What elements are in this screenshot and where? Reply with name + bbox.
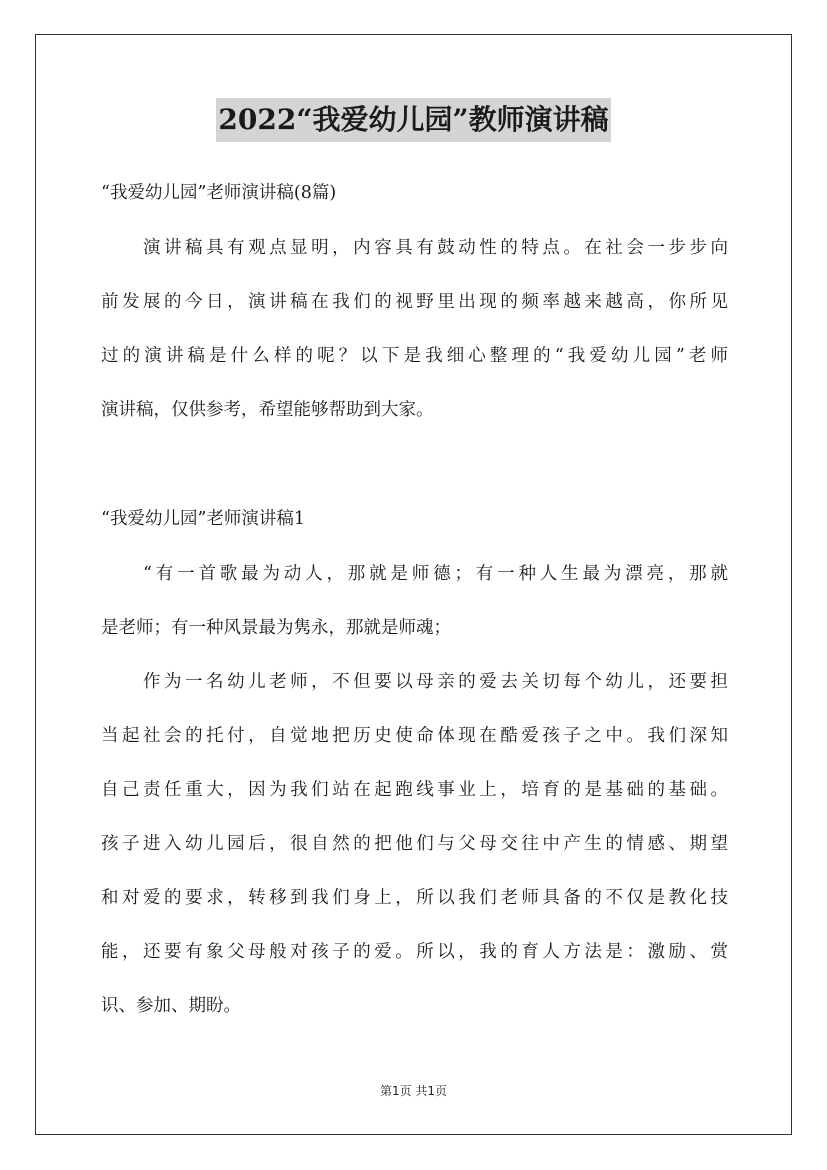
para1-line: “有一首歌最为动人，那就是师德；有一种人生最为漂亮，那就 [143,564,728,584]
intro-line: 演讲稿，仅供参考，希望能够帮助到大家。 [101,400,434,420]
document-subtitle: “我爱幼儿园”老师演讲稿(8篇) [101,183,337,203]
para2-line: 能，还要有象父母般对孩子的爱。所以，我的育人方法是：激励、赏 [101,942,728,962]
intro-line: 演讲稿具有观点显明，内容具有鼓动性的特点。在社会一步步向 [143,238,728,258]
intro-line: 过的演讲稿是什么样的呢？以下是我细心整理的“我爱幼儿园”老师 [101,346,728,366]
para2-line: 孩子进入幼儿园后，很自然的把他们与父母交往中产生的情感、期望 [101,834,728,854]
intro-line: 前发展的今日，演讲稿在我们的视野里出现的频率越来越高，你所见 [101,292,728,312]
document-title: 2022“我爱幼儿园”教师演讲稿 [216,98,610,142]
para2-line: 自己责任重大，因为我们站在起跑线事业上，培育的是基础的基础。 [101,780,728,800]
page-footer: 第1页 共1页 [379,1084,448,1098]
para1-line: 是老师；有一种风景最为隽永，那就是师魂； [101,618,451,638]
para2-line: 和对爱的要求，转移到我们身上，所以我们老师具备的不仅是教化技 [101,888,728,908]
para2-line: 识、参加、期盼。 [101,996,241,1016]
title-container [0,98,827,142]
section-heading: “我爱幼儿园”老师演讲稿1 [101,509,306,529]
para2-line: 当起社会的托付，自觉地把历史使命体现在酷爱孩子之中。我们深知 [101,726,728,746]
para2-line: 作为一名幼儿老师，不但要以母亲的爱去关切每个幼儿，还要担 [143,672,728,692]
